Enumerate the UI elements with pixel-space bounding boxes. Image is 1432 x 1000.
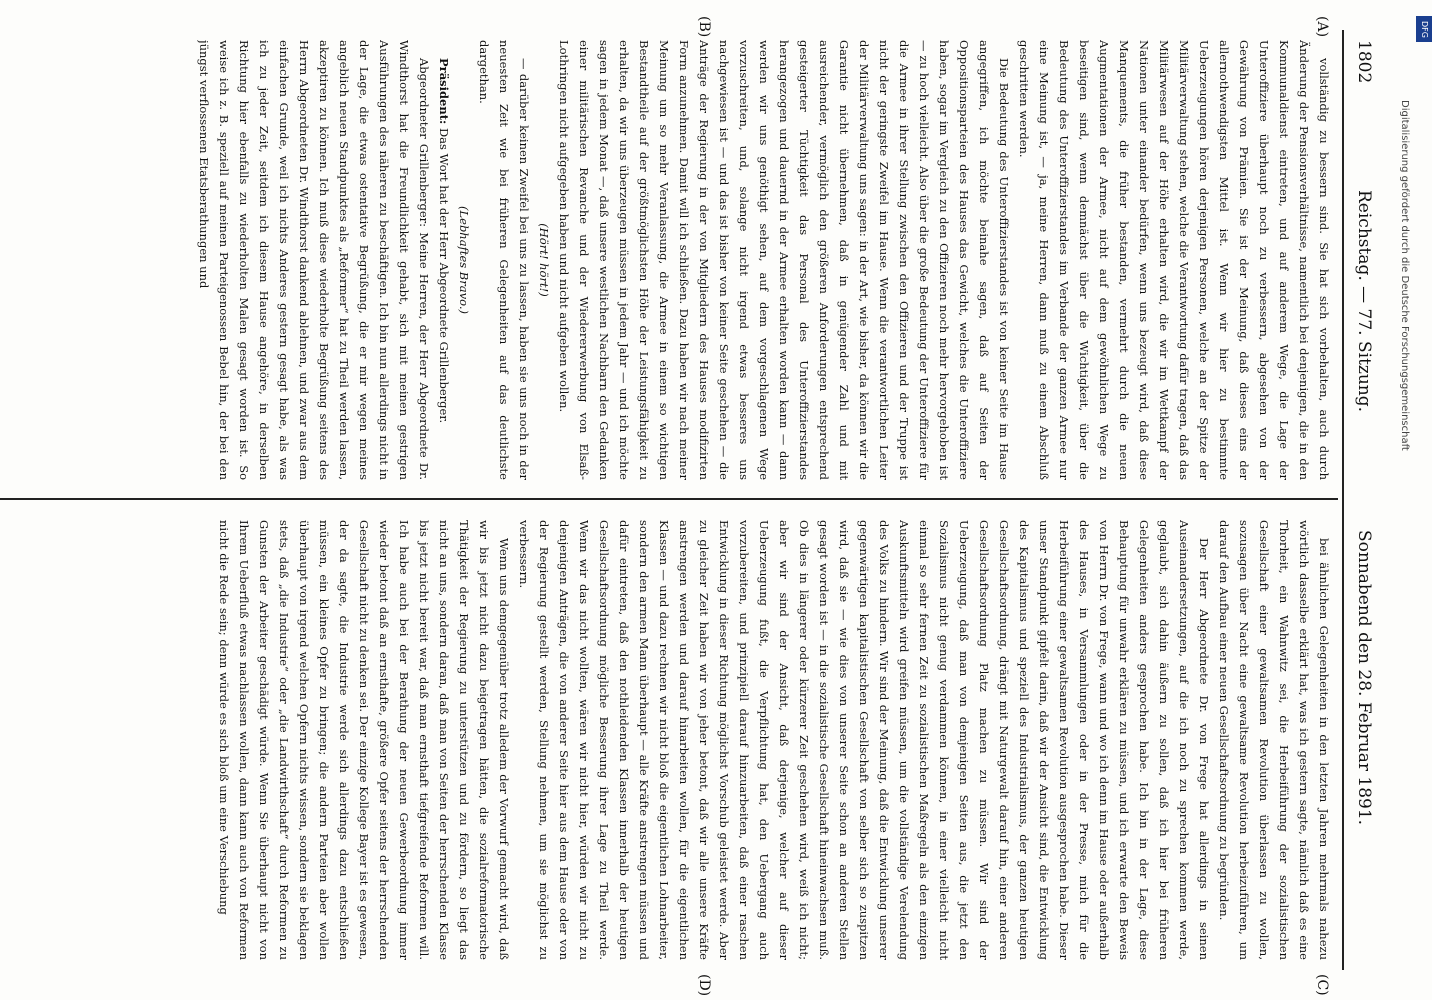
running-header-left: Reichstag. — 77. Sitzung. — [1354, 190, 1374, 413]
left-text-column — [4, 40, 1334, 480]
dfg-logo: DFG — [1416, 16, 1432, 42]
speaker-label: Präsident: — [437, 58, 451, 125]
margin-marker-a: (A) — [1314, 16, 1330, 38]
paragraph: Wenn uns demgegenüber trotz alledem der Vorwurf gemacht wird, daß wir bis jetzt nicht dazu beigetragen hätten, die sozialreformatorische Thätigkeit der Regierung zu unterstützen und zu fördern, so liegt das nicht an uns, sondern daran, daß man von Seiten der herrschenden Klasse bis jetzt nicht bereit war, daß man ernsthaft tiefgreifende Reformen will. Ich habe auch bei der Berathung der neuen Gewerbeordnung immer wieder betont daß an ernsthafte, größere Opfer seitens der herrschenden Gesellschaft nicht zu denken sei. Der einzige Kollege Bayer ist es gewesen, der da sagte, die Industrie werde sich allerdings dazu entschließen müssen, ein kleines Opfer zu bringen; die andern Parteien aber wollen überhaupt von irgend welchen Opfern nichts wissen, sondern sie beklagen stets, daß „die Industrie“ oder „die Landwirthschaft“ durch Reformen zu Gunsten der Arbeiter geschädigt würde. Wenn Sie überhaupt nicht von Ihrem Ueberfluß etwas nachlassen wollen, dann kann auch von Reformen nicht die Rede sein; denn würde es sich bloß um eine Verschiebung — [217, 520, 511, 960]
margin-marker-c: (C) — [1314, 974, 1330, 996]
digitization-credit: Digitalisierung gefördert durch die Deutsche Forschungsgemeinschaft — [1399, 100, 1410, 451]
interjection: (Lebhaftes Bravo.) — [457, 206, 471, 314]
paragraph: vollständig zu bessern sind. Sie hat sich vorbehalten, auch durch Änderung der Pensionsverhältnisse, namentlich bei denjenigen, die in den Kommunaldienst eintreten, und auf anderem Wege, die Lage der Unteroffiziere überhaupt noch zu verbessern, abgesehen von der Gewährung von Prämien. Sie ist der Meinung, daß dieses eins der allernothwendigsten Mittel ist. Wenn wir hier zu bestimmte Ueberzeugungen hören derjenigen Personen, welche an der Spitze der Militärverwaltung stehen, welche die Verantwortung dafür tragen, daß das Militärwesen auf der Höhe erhalten wird, die wir im Wettkampf der Nationen unter einander bedürfen, wenn uns bezeugt wird, daß diese Manquements, die früher bestanden, vermehrt durch die neuen Augmentationen der Armee, nicht auf dem gewöhnlichen Wege zu beseitigen sind, wenn demnächst über die Wichtigkeit, über die Bedeutung des Unteroffizierstandes im Verbande der ganzen Armee nur eine Meinung ist, — ja, meine Herren, dann muß zu einem Abschluß geschritten werden. — [1017, 40, 1331, 480]
header-rule — [1342, 30, 1344, 970]
running-header-right: Sonnabend den 28. Februar 1891. — [1354, 530, 1374, 826]
margin-marker-b: (B) — [696, 16, 712, 38]
paragraph: bei ähnlichen Gelegenheiten in den letzten Jahren mehrmals nahezu wörtlich dasselbe erklärt hat, was ich gestern sagte, nämlich daß es eine Thorheit, ein Wahnwitz sei, die Herbeiführung der sozialistischen Gesellschaft einer gewaltsamen Revolution überlassen zu wollen, sozusagen über Nacht eine gewaltsame Revolution herbeizuführen, um darauf den Aufbau einer neuen Gesellschaftsordnung zu begründen. — [1217, 520, 1331, 960]
paragraph-text: Das Wort hat der Herr Abgeordnete Grillenberger. — [437, 127, 451, 424]
paragraph: Der Herr Abgeordnete Dr. von Frege hat allerdings in seinen Auseinandersetzungen, auf die ich noch zu sprechen kommen werde, geglaubt, sich dahin äußern zu sollen, daß ich hier bei früheren Gelegenheiten anders gesprochen habe. Ich bin in der Lage, diese Behauptung für unwahr erklären zu müssen, und ich erwarte den Beweis von Herrn Dr. von Frege, wann und wo ich denn im Hause oder außerhalb des Hauses, in Versammlungen oder in der Presse, mich für die Herbeiführung einer gewaltsamen Revolution ausgesprochen habe. Dieser unser Standpunkt gipfelt darin, daß wir der Ansicht sind, die Entwicklung des Kapitalismus und speziell des Industrialismus, der ganzen heutigen Gesellschaftsordnung, drängt mit Naturgewalt darauf hin, einer anderen Gesellschaftsordnung Platz machen zu müssen. Wir sind der Ueberzeugung, daß man von demjenigen Seiten aus, die jetzt den Sozialismus nicht genug verdammen können, in einer vielleicht nicht einmal so sehr fernen Zeit zu sozialistischen Maßregeln als den einzigen Auskunftsmitteln wird greifen müssen, um die vollständige Verelendung des Volks zu hindern. Wir sind der Meinung, daß die Entwicklung unserer gegenwärtigen kapitalistischen Gesellschaft von selber sich so zuspitzen wird, daß sie — wie dies von unserer Seite schon an anderen Stellen gesagt worden ist — in die sozialistische Gesellschaft hineinwachsen muß. Ob dies in längerer oder kürzerer Zeit geschehen wird, weiß ich nicht; aber wir sind der Ansicht, daß derjenige, welcher auf dieser Ueberzeugung fußt, die Verpflichtung hat, den Uebergang auch vorzubereiten, und prinzipiell darauf hinzuarbeiten, daß einer raschen Entwicklung in dieser Richtung möglichst Vorschub geleistet werde. Aber zu gleicher Zeit haben wir von jeher betont, daß wir alle unsere Kräfte anstrengen werden und darauf hinarbeiten wollen, für die eigentlichen Klassen — und dazu rechnen wir nicht bloß die eigentlichen Lohnarbeiter, sondern den armen Mann überhaupt — alle Kräfte anstrengen müssen und dafür eintreten, daß den nothleidenden Klassen innerhalb der heutigen Gesellschaftsordnung mögliche Besserung ihrer Lage zu Theil werde. Wenn wir das nicht wollten, wären wir nicht hier, würden wir nicht zu denjenigen Anträgen, die von anderer Seite hier aus dem Hause oder von der Regierung gestellt werden, Stellung nehmen, um sie möglichst zu verbessern. — [517, 520, 1211, 960]
paragraph: Die Bedeutung des Unteroffizierstandes ist von keiner Seite im Hause angegriffen, ich möchte beinahe sagen, daß auf Seiten der Oppositionsparteien des Hauses das Gewicht, welches die Unteroffiziere haben, sogar im Vergleich zu den Offizieren noch mehr hervorgehoben ist — zu hoch vielleicht. Also über die große Bedeutung der Unteroffiziere für die Armee in ihrer Stellung zwischen den Offizieren und der Truppe ist nicht der geringste Zweifel im Hause. Wenn die verantwortlichen Leiter der Militärverwaltung uns sagen: in der Art, wie bisher, da können wir die Garantie nicht übernehmen, daß in genügender Zahl und mit ausreichender, vermöglich den größeren Anforderungen entsprechend gesteigerter Tüchtigkeit das Personal des Unteroffizierstandes herangezogen und dauernd in der Armee erhalten worden kann — dann werden wir uns genöthigt sehen, auf dem vorgeschlagenen Wege vorzuschreiten, und, solange nicht irgend etwas besseres uns nachgewiesen ist — und das ist bisher von keiner Seite geschehen — die Anträge der Regierung in der von Mitgliedern des Hauses modifizirten Form anzunehmen. Damit will ich schließen. Dazu haben wir nach meiner Meinung um so mehr Veranlassung, die Armee in einem so wichtigen Bestandtheile auf der größtmöglichsten Höhe der Leistungsfähigkeit zu erhalten, da wir uns überzeugen müssen in jedem Jahr — und ich möchte sagen in jedem Monat —, daß unsere westlichen Nachbarn den Gedanken einer militärischen Revanche und der Wiedererwerbung von Elsaß-Lothringen nicht aufgegeben haben und nicht aufgeben wollen. — [557, 40, 1011, 480]
right-text-column — [4, 520, 1334, 960]
margin-marker-d: (D) — [696, 974, 712, 997]
page-number: 1802 — [1354, 40, 1374, 84]
paragraph: — darüber keinen Zweifel bei uns zu lassen, haben sie uns noch in der neuesten Zeit wie bei früheren Gelegenheiten auf das deutlichste dargethan. — [477, 40, 531, 480]
interjection: (Hört! hört!) — [537, 223, 551, 297]
column-divider — [0, 498, 1338, 500]
president-paragraph — [434, 40, 454, 480]
paragraph: Abgeordneter Grillenberger: Meine Herren, der Herr Abgeordnete Dr. Windthorst hat die Freundlichkeit gehabt, sich mit meinen gestrigen Ausführungen des näheren zu beschäftigen. Ich bin nun allerdings nicht in der Lage, die etwas ostentative Begrüßung, die er mir wegen meines angeblich neuen Standpunktes als „Reformer“ hat zu Theil werden lassen, akzeptiren zu können. Ich muß diese wiederholte Begrüßung seitens des Herrn Abgeordneten Dr. Windthorst dankend ablehnen, und zwar aus dem einfachen Grunde, weil ich nichts Anderes gestern gesagt habe, als was ich zu jeder Zeit, seitdem ich diesem Hause angehöre, in derselben Richtung hier ebenfalls zu wiederholten Malen gesagt worden ist. So weise ich z. B. speziell auf meinen Parteigenossen Bebel hin, der bei den jüngst verflossenen Etatsberathungen und — [197, 40, 431, 480]
